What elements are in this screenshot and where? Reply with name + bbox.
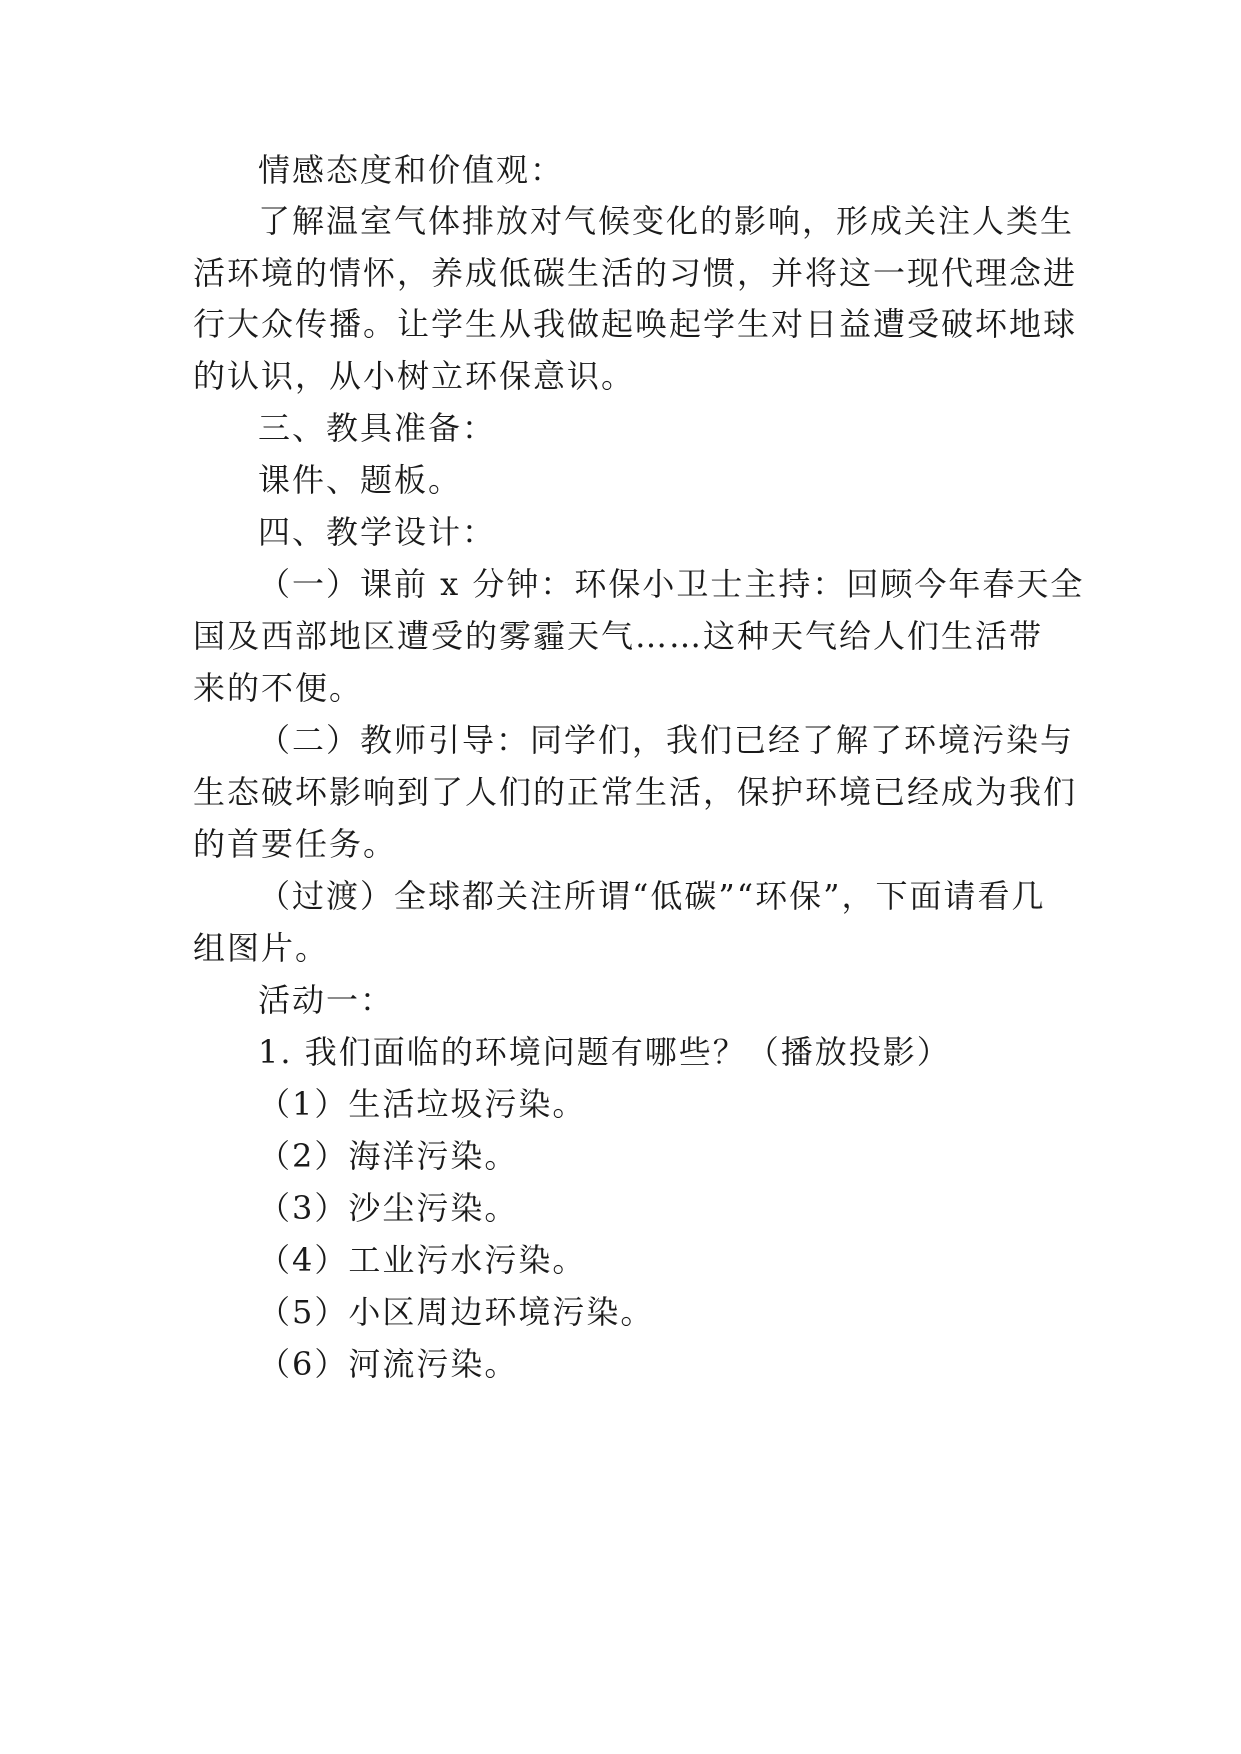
activity-heading: 活动一： (258, 981, 395, 1019)
paragraph-line: 活环境的情怀，养成低碳生活的习惯，并将这一现代理念进 (193, 254, 1078, 292)
paragraph-line: （过渡）全球都关注所谓“低碳”“环保”，下面请看几 (258, 877, 1046, 915)
paragraph-line: 来的不便。 (193, 669, 364, 707)
paragraph-line: 了解温室气体排放对气候变化的影响，形成关注人类生 (258, 202, 1075, 240)
paragraph-line: 生态破坏影响到了人们的正常生活，保护环境已经成为我们 (193, 773, 1078, 811)
paragraph-line: （一）课前 x 分钟：环保小卫士主持：回顾今年春天全 (258, 565, 1085, 603)
heading-attitudes-values: 情感态度和价值观： (258, 151, 565, 189)
list-item: （1）生活垃圾污染。 (258, 1085, 587, 1123)
list-item: （2）海洋污染。 (258, 1137, 519, 1175)
list-item: （3）沙尘污染。 (258, 1189, 519, 1227)
list-item: （5）小区周边环境污染。 (258, 1293, 655, 1331)
list-item: （4）工业污水污染。 (258, 1241, 587, 1279)
section-heading-teaching-aids: 三、教具准备： (258, 409, 497, 447)
paragraph-line: （二）教师引导：同学们，我们已经了解了环境污染与 (258, 721, 1075, 759)
question-line: 1. 我们面临的环境问题有哪些？（播放投影） (258, 1033, 951, 1071)
paragraph-line: 组图片。 (193, 929, 330, 967)
list-item: （6）河流污染。 (258, 1345, 519, 1383)
paragraph-line: 的认识，从小树立环保意识。 (193, 357, 636, 395)
section-heading-teaching-design: 四、教学设计： (258, 513, 497, 551)
paragraph-line: 行大众传播。让学生从我做起唤起学生对日益遭受破坏地球 (193, 305, 1078, 343)
paragraph-line: 国及西部地区遭受的雾霾天气……这种天气给人们生活带 (193, 617, 1044, 655)
paragraph-line: 的首要任务。 (193, 825, 398, 863)
paragraph-line: 课件、题板。 (258, 461, 463, 499)
